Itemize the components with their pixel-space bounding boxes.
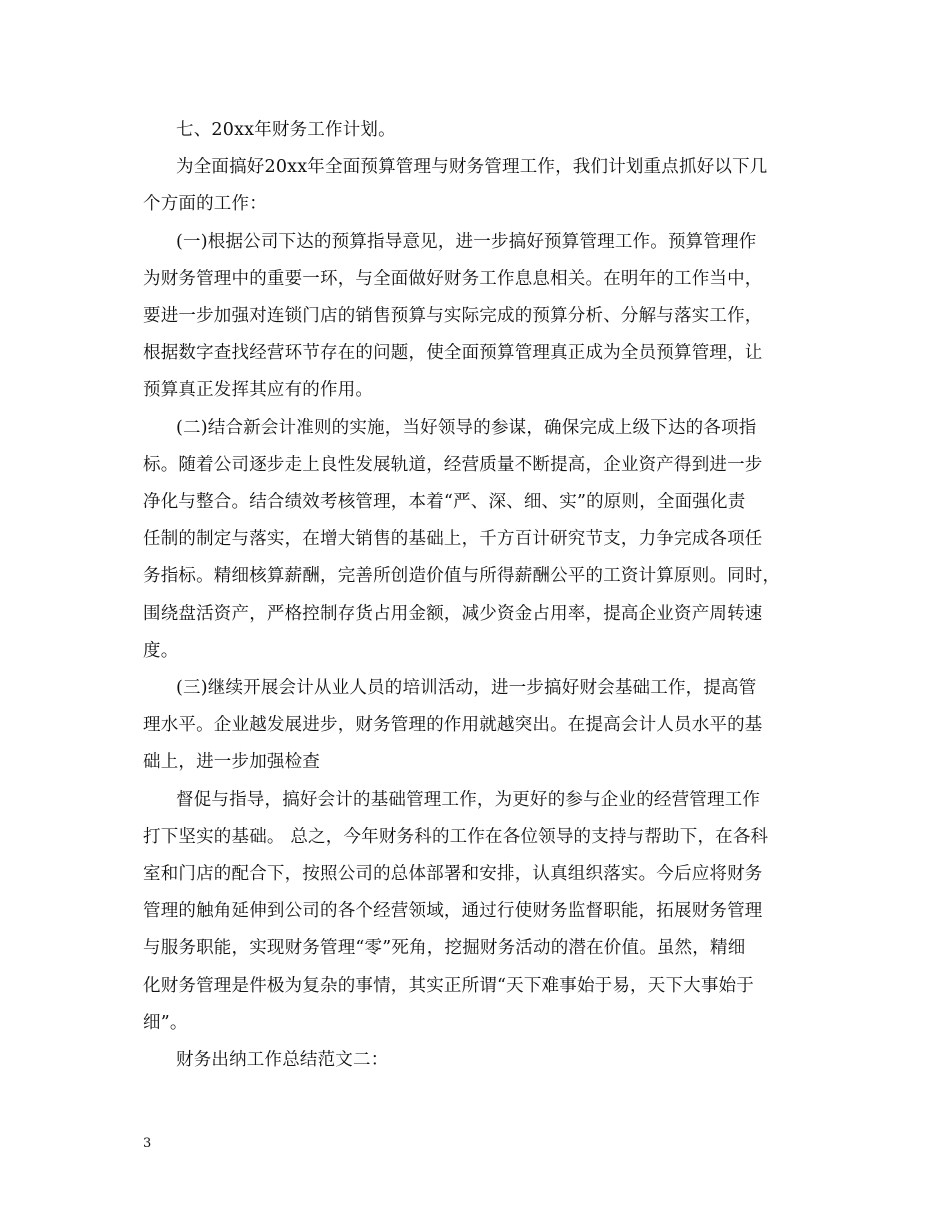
text-line: 根据数字查找经营环节存在的问题，使全面预算管理真正成为全员预算管理，让 [143,343,763,364]
text-line: 个方面的工作： [143,194,267,215]
text-line: 任制的制定与落实，在增大销售的基础上，千方百计研究节支，力争完成各项任 [143,529,763,550]
text-line: 为全面搞好20xx年全面预算管理与财务管理工作，我们计划重点抓好以下几 [176,157,768,178]
text-line: 七、20xx年财务工作计划。 [176,120,396,140]
text-line: 室和门店的配合下，按照公司的总体部署和安排，认真组织落实。今后应将财务 [143,864,763,885]
text-line: 细”。 [143,1012,188,1033]
paragraph-item-two [143,410,803,670]
text-line: 务指标。精细核算薪酬，完善所创造价值与所得薪酬公平的工资计算原则。同时， [143,566,781,587]
text-line: 管理的触角延伸到公司的各个经营领域，通过行使财务监督职能，拓展财务管理 [143,901,763,922]
intro-paragraph [143,149,803,223]
text-line: 础上，进一步加强检查 [143,752,320,773]
document-body [143,112,803,1079]
text-line: (二)结合新会计准则的实施，当好领导的参谋，确保完成上级下达的各项指 [176,417,757,438]
section-heading [143,112,803,149]
text-line: 度。 [143,640,179,661]
text-line: 督促与指导，搞好会计的基础管理工作，为更好的参与企业的经营管理工作 [176,789,761,810]
summary-paragraph [143,782,803,1042]
text-line: 化财务管理是件极为复杂的事情，其实正所谓“天下难事始于易，天下大事始于 [143,975,754,996]
paragraph-item-one [143,224,803,410]
text-line: 净化与整合。结合绩效考核管理，本着“严、深、细、实”的原则，全面强化责 [143,492,746,513]
text-line: (一)根据公司下达的预算指导意见，进一步搞好预算管理工作。预算管理作 [176,231,757,252]
text-line: 与服务职能，实现财务管理“零”死角，挖掘财务活动的潜在价值。虽然，精细 [143,938,746,959]
page-number: 3 [143,1136,152,1151]
text-line: 为财务管理中的重要一环，与全面做好财务工作息息相关。在明年的工作当中， [143,268,763,289]
paragraph-item-three [143,670,803,782]
text-line: (三)继续开展会计从业人员的培训活动，进一步搞好财会基础工作，提高管 [176,678,757,699]
text-line: 围绕盘活资产，严格控制存货占用金额，减少资金占用率，提高企业资产周转速 [143,603,763,624]
text-line: 理水平。企业越发展进步，财务管理的作用就越突出。在提高会计人员水平的基 [143,715,763,736]
text-line: 标。随着公司逐步走上良性发展轨道，经营质量不断提高，企业资产得到进一步 [143,454,763,475]
text-line: 预算真正发挥其应有的作用。 [143,380,374,401]
text-line: 财务出纳工作总结范文二： [176,1050,389,1071]
next-section-heading [143,1042,803,1079]
text-line: 要进一步加强对连锁门店的销售预算与实际完成的预算分析、分解与落实工作， [143,306,763,327]
text-line: 打下坚实的基础。 总之，今年财务科的工作在各位领导的支持与帮助下，在各科 [143,826,769,847]
